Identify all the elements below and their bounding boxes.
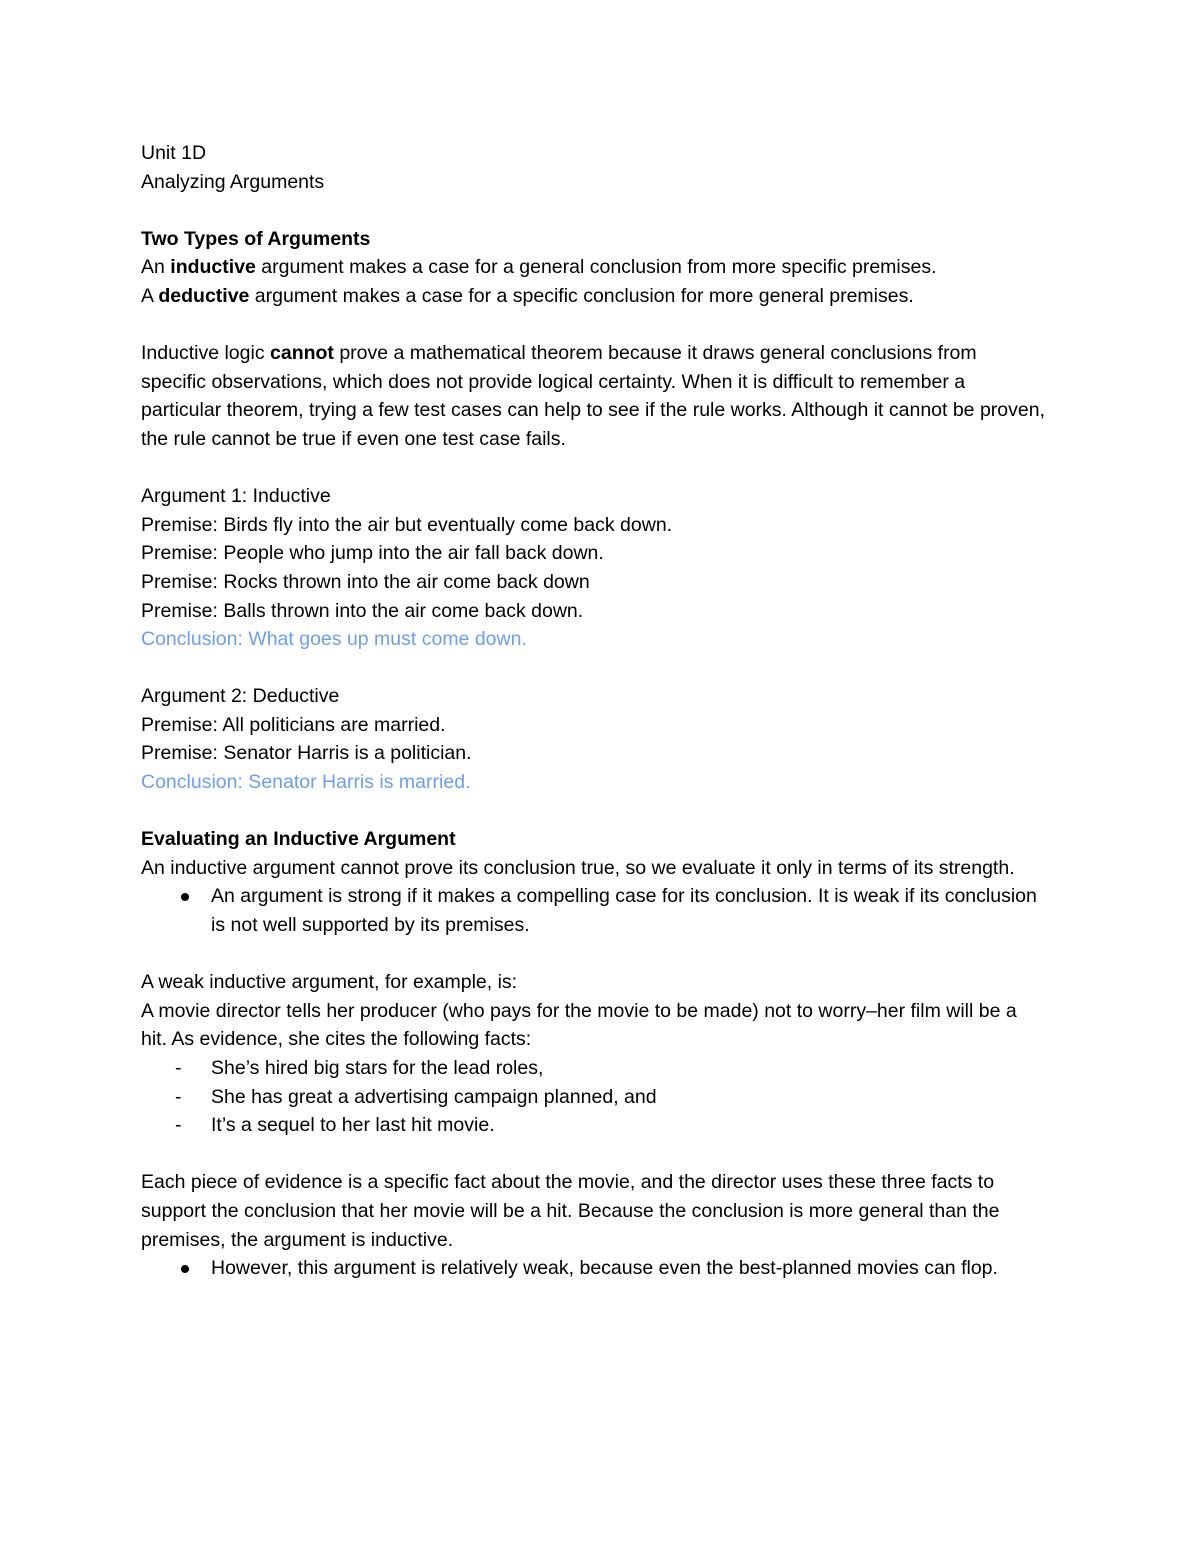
evaluating-bullet-list — [141, 882, 1046, 939]
argument2-conclusion: Conclusion: Senator Harris is married. — [141, 771, 471, 794]
argument1-title: Argument 1: Inductive — [141, 485, 331, 508]
list-item — [141, 882, 1046, 939]
evaluating-heading: Evaluating an Inductive Argument — [141, 828, 456, 851]
bullet-text: An argument is strong if it makes a compelling case for its conclusion. It is weak if its conclusion is not well supported by its premises. — [211, 885, 1037, 937]
facts-list — [141, 1054, 1046, 1140]
unit-label: Unit 1D — [141, 142, 207, 164]
analysis-paragraph: Each piece of evidence is a specific fact about the movie, and the director uses these three facts to support the conclusion that her movie will be a hit. Because the conclusion is more general than the premises, the argument is inductive. — [141, 1171, 1000, 1251]
evaluating-intro: An inductive argument cannot prove its conclusion true, so we evaluate it only in terms of its strength. — [141, 856, 1015, 879]
weak-example-lead: A weak inductive argument, for example, is: — [141, 971, 518, 994]
argument2-title: Argument 2: Deductive — [141, 685, 340, 708]
argument1-premise: Premise: Balls thrown into the air come back down. — [141, 599, 584, 622]
inductive-logic-paragraph: Inductive logic cannot prove a mathematical theorem because it draws general conclusions from specific observations, which does not provide logical certainty. When it is difficult to remember a particular theorem, trying a few test cases can help to see if the rule works. Although it cannot be proven, the rule cannot be true if even one test case fails. — [141, 342, 1045, 450]
fact-text: She’s hired big stars for the lead roles, — [211, 1057, 544, 1079]
bullet-icon — [181, 1265, 189, 1273]
deductive-term: deductive — [158, 284, 250, 307]
list-item — [141, 1254, 1046, 1283]
dash-marker: - — [175, 1057, 182, 1079]
fact-text: She has great a advertising campaign planned, and — [211, 1085, 657, 1108]
cannot-emphasis: cannot — [270, 342, 334, 365]
argument1-premise: Premise: People who jump into the air fall back down. — [141, 542, 604, 565]
inductive-term: inductive — [170, 256, 256, 279]
argument1-conclusion: Conclusion: What goes up must come down. — [141, 628, 527, 651]
argument1-premise: Premise: Birds fly into the air but eventually come back down. — [141, 513, 673, 536]
list-item — [141, 1054, 1046, 1083]
inductive-definition: An inductive argument makes a case for a general conclusion from more specific premises. — [141, 256, 937, 279]
types-heading: Two Types of Arguments — [141, 227, 371, 250]
document-page — [141, 139, 1046, 1283]
list-item — [141, 1111, 1046, 1140]
spacer — [141, 454, 1046, 483]
spacer — [141, 311, 1046, 340]
spacer — [141, 940, 1046, 969]
deductive-definition: A deductive argument makes a case for a specific conclusion for more general premises. — [141, 284, 914, 307]
document-title: Analyzing Arguments — [141, 170, 325, 193]
list-item — [141, 1083, 1046, 1112]
spacer — [141, 196, 1046, 225]
spacer — [141, 797, 1046, 826]
weak-example-story: A movie director tells her producer (who pays for the movie to be made) not to worry–her film will be a hit. As evidence, she cites the following facts: — [141, 999, 1017, 1051]
fact-text: It’s a sequel to her last hit movie. — [211, 1114, 495, 1137]
spacer — [141, 654, 1046, 683]
argument1-premise: Premise: Rocks thrown into the air come back down — [141, 570, 590, 593]
dash-marker: - — [175, 1085, 182, 1108]
bullet-text: However, this argument is relatively weak, because even the best-planned movies can flop. — [211, 1257, 998, 1280]
spacer — [141, 1140, 1046, 1169]
dash-marker: - — [175, 1114, 182, 1137]
argument2-premise: Premise: Senator Harris is a politician. — [141, 742, 472, 765]
argument2-premise: Premise: All politicians are married. — [141, 713, 446, 736]
analysis-bullet-list — [141, 1254, 1046, 1283]
bullet-icon — [181, 893, 189, 901]
